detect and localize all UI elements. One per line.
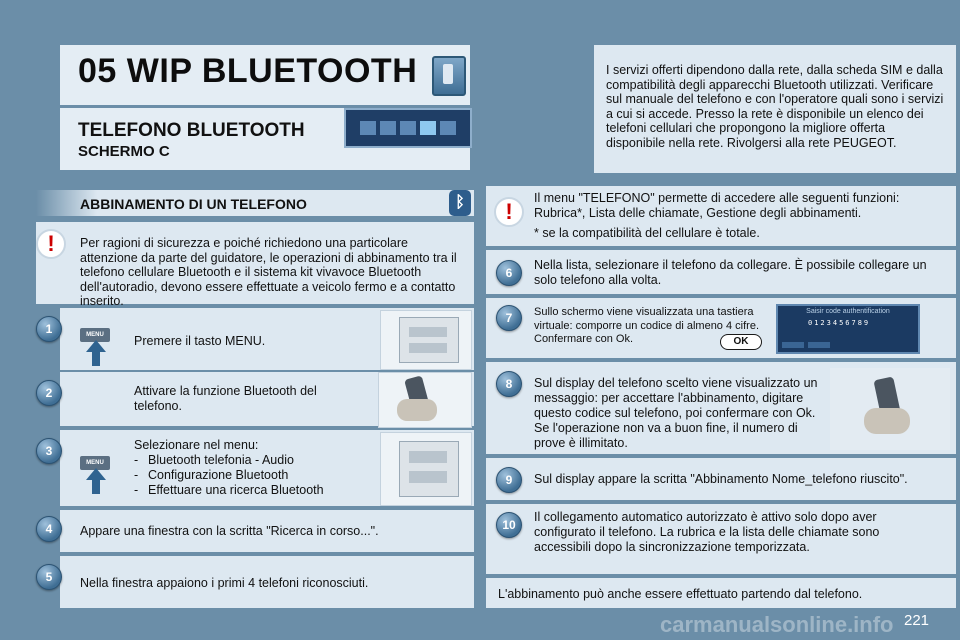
step-2-badge: 2 bbox=[36, 380, 62, 406]
page-number: 221 bbox=[904, 612, 930, 629]
hand-phone-image bbox=[830, 368, 950, 450]
step-3-badge: 3 bbox=[36, 438, 62, 464]
step-2-text: Attivare la funzione Bluetooth del telefono. bbox=[134, 384, 317, 413]
watermark: carmanualsonline.info bbox=[660, 612, 894, 637]
menu-note-text: Il menu "TELEFONO" permette di accedere alle seguenti funzioni: Rubrica*, Lista delle chiamate, Gestione degli abbinamenti. bbox=[534, 191, 900, 220]
step-5-badge: 5 bbox=[36, 564, 62, 590]
step-3-text bbox=[134, 438, 374, 498]
phone-icon bbox=[432, 56, 466, 96]
step-6-text: Nella lista, selezionare il telefono da collegare. È possibile collegare un solo telefono alla volta. bbox=[534, 258, 927, 287]
step-5-text: Nella finestra appaiono i primi 4 telefoni riconosciuti. bbox=[80, 576, 369, 590]
step-8-text: Sul display del telefono scelto viene visualizzato un messaggio: per accettare l'abbinamento, digitare questo codice sul telefono, poi confermare con Ok. Se l'operazione non va a buon fine, il numero di prove è illimitato. bbox=[534, 376, 818, 450]
menu-path-list bbox=[134, 453, 374, 498]
step-7-text: Sullo schermo viene visualizzata una tastiera virtuale: comporre un codice di almeno 4 cifre. Confermare con Ok. bbox=[534, 306, 759, 345]
screen-digits: 0123456789 bbox=[808, 319, 871, 327]
menu-key-label: MENU bbox=[80, 456, 110, 470]
radio-panel-image bbox=[380, 310, 472, 370]
step-9-badge: 9 bbox=[496, 467, 522, 493]
chapter-title bbox=[78, 52, 417, 91]
step-6-badge: 6 bbox=[496, 260, 522, 286]
menu-key-icon bbox=[80, 328, 116, 362]
step-7-badge: 7 bbox=[496, 305, 522, 331]
section-subtitle: SCHERMO C bbox=[78, 143, 170, 160]
ok-button-icon: OK bbox=[720, 334, 762, 350]
step-3-intro: Selezionare nel menu: bbox=[134, 438, 259, 452]
warning-text: Per ragioni di sicurezza e poiché richiedono una particolare attenzione da parte del guidatore, le operazioni di abbinamento tra il telefono cellulare Bluetooth e il sistema kit vivavoce Bluetooth dell'autoradio, devono essere effettuate a veicolo fermo e a contatto inserito. bbox=[80, 236, 457, 308]
step-1-badge: 1 bbox=[36, 316, 62, 342]
chapter-number: 05 bbox=[78, 52, 117, 90]
step-8-badge: 8 bbox=[496, 371, 522, 397]
menu-key-label: MENU bbox=[80, 328, 110, 342]
warning-icon: ! bbox=[36, 229, 66, 259]
menu-note-footnote: * se la compatibilità del cellulare è totale. bbox=[534, 226, 760, 240]
footer-note: L'abbinamento può anche essere effettuato partendo dal telefono. bbox=[498, 587, 863, 601]
step-10-badge: 10 bbox=[496, 512, 522, 538]
list-item: - Configurazione Bluetooth bbox=[134, 468, 374, 483]
page-title: WIP BLUETOOTH bbox=[126, 52, 418, 90]
pairing-heading: ABBINAMENTO DI UN TELEFONO bbox=[80, 196, 307, 212]
virtual-keyboard-screen bbox=[776, 304, 920, 354]
step-1-text: Premere il tasto MENU. bbox=[134, 334, 266, 348]
step-4-text: Appare una finestra con la scritta "Ricerca in corso...". bbox=[80, 524, 379, 538]
hand-phone-image bbox=[378, 372, 472, 428]
step-4-badge: 4 bbox=[36, 516, 62, 542]
radio-display-thumbnail bbox=[344, 108, 472, 148]
step-9-text: Sul display appare la scritta "Abbinamento Nome_telefono riuscito". bbox=[534, 472, 908, 486]
step-10-text: Il collegamento automatico autorizzato è attivo solo dopo aver configurato il telefono. La rubrica e la lista delle chiamate sono accessibili dopo la sincronizzazione temporizzata. bbox=[534, 510, 880, 554]
menu-key-icon bbox=[80, 456, 116, 490]
intro-note: I servizi offerti dipendono dalla rete, dalla scheda SIM e dalla compatibilità degli apparecchi Bluetooth utilizzati. Verificare sul manuale del telefono e con l'operatore quali sono i servizi a cui si accede. Presso la rete è disponibile un elenco dei telefoni cellulari che propongono la migliore offerta disponibile nella rete. Rivolgersi alla rete PEUGEOT. bbox=[606, 63, 944, 150]
list-item: - Effettuare una ricerca Bluetooth bbox=[134, 483, 374, 498]
radio-panel-image bbox=[380, 432, 472, 506]
warning-icon: ! bbox=[494, 197, 524, 227]
bluetooth-icon: ᛒ bbox=[449, 190, 471, 216]
section-title: TELEFONO BLUETOOTH bbox=[78, 120, 305, 141]
screen-title: Saisir code authentification bbox=[806, 308, 890, 315]
list-item: - Bluetooth telefonia - Audio bbox=[134, 453, 374, 468]
